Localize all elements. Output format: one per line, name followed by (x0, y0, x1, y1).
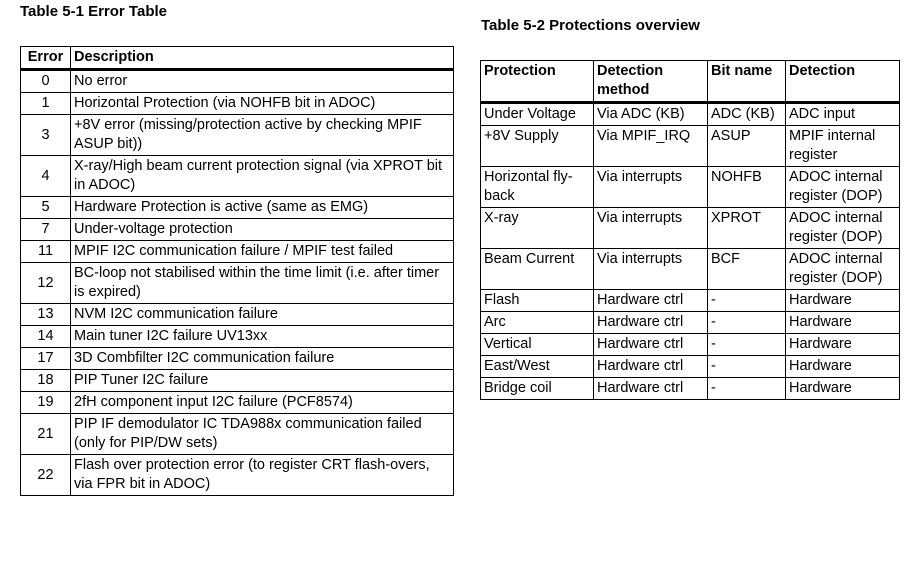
bit-name-cell: - (708, 290, 786, 312)
protections-table-row (481, 378, 900, 400)
protections-table-title: Table 5-2 Protections overview (481, 17, 700, 34)
error-table-row (21, 70, 454, 93)
detection-cell: ADOC internal register (DOP) (786, 208, 900, 249)
error-table (20, 46, 454, 496)
error-table-row (21, 115, 454, 156)
detection-cell: Hardware (786, 290, 900, 312)
protections-table-row (481, 208, 900, 249)
error-table-row (21, 414, 454, 455)
error-description-cell: +8V error (missing/protection active by checking MPIF ASUP bit)) (71, 115, 454, 156)
detection-method-cell: Via interrupts (594, 249, 708, 290)
error-description-cell: Under-voltage protection (71, 219, 454, 241)
detection-method-cell: Hardware ctrl (594, 334, 708, 356)
bit-name-cell: - (708, 312, 786, 334)
detection-cell: MPIF internal register (786, 126, 900, 167)
protection-cell: Beam Current (481, 249, 594, 290)
error-description-cell: Flash over protection error (to register CRT flash-overs, via FPR bit in ADOC) (71, 455, 454, 496)
error-table-row (21, 326, 454, 348)
error-description-cell: Hardware Protection is active (same as EMG) (71, 197, 454, 219)
bit-name-column-header: Bit name (708, 61, 786, 103)
protections-table (480, 60, 900, 400)
bit-name-cell: - (708, 356, 786, 378)
error-code-cell: 13 (21, 304, 71, 326)
error-code-cell: 11 (21, 241, 71, 263)
bit-name-cell: NOHFB (708, 167, 786, 208)
error-table-row (21, 93, 454, 115)
bit-name-cell: - (708, 334, 786, 356)
detection-method-cell: Via interrupts (594, 167, 708, 208)
error-code-cell: 3 (21, 115, 71, 156)
error-description-cell: BC-loop not stabilised within the time limit (i.e. after timer is expired) (71, 263, 454, 304)
protections-table-row (481, 167, 900, 208)
error-column-header: Error (21, 47, 71, 70)
protections-table-header-row (481, 61, 900, 103)
error-code-cell: 18 (21, 370, 71, 392)
error-table-header-row (21, 47, 454, 70)
protection-cell: Under Voltage (481, 103, 594, 126)
error-code-cell: 4 (21, 156, 71, 197)
error-table-row (21, 455, 454, 496)
protection-cell: Bridge coil (481, 378, 594, 400)
error-code-cell: 5 (21, 197, 71, 219)
description-column-header: Description (71, 47, 454, 70)
protections-table-row (481, 126, 900, 167)
error-code-cell: 22 (21, 455, 71, 496)
protection-cell: +8V Supply (481, 126, 594, 167)
detection-cell: Hardware (786, 312, 900, 334)
error-code-cell: 1 (21, 93, 71, 115)
detection-method-cell: Hardware ctrl (594, 290, 708, 312)
protection-column-header: Protection (481, 61, 594, 103)
error-code-cell: 21 (21, 414, 71, 455)
error-description-cell: MPIF I2C communication failure / MPIF test failed (71, 241, 454, 263)
protection-cell: Horizontal fly-back (481, 167, 594, 208)
detection-cell: Hardware (786, 334, 900, 356)
protections-table-row (481, 103, 900, 126)
error-code-cell: 7 (21, 219, 71, 241)
protection-cell: Flash (481, 290, 594, 312)
detection-cell: ADOC internal register (DOP) (786, 167, 900, 208)
error-description-cell: X-ray/High beam current protection signal (via XPROT bit in ADOC) (71, 156, 454, 197)
detection-method-cell: Via interrupts (594, 208, 708, 249)
error-table-title: Table 5-1 Error Table (20, 3, 167, 20)
detection-column-header: Detection (786, 61, 900, 103)
error-code-cell: 0 (21, 70, 71, 93)
detection-cell: Hardware (786, 378, 900, 400)
detection-method-cell: Hardware ctrl (594, 378, 708, 400)
detection-method-cell: Hardware ctrl (594, 312, 708, 334)
error-code-cell: 12 (21, 263, 71, 304)
detection-cell: ADOC internal register (DOP) (786, 249, 900, 290)
error-description-cell: Main tuner I2C failure UV13xx (71, 326, 454, 348)
error-table-row (21, 219, 454, 241)
error-table-row (21, 304, 454, 326)
error-description-cell: Horizontal Protection (via NOHFB bit in ADOC) (71, 93, 454, 115)
error-table-row (21, 197, 454, 219)
detection-method-cell: Hardware ctrl (594, 356, 708, 378)
bit-name-cell: BCF (708, 249, 786, 290)
error-code-cell: 19 (21, 392, 71, 414)
detection-method-column-header: Detection method (594, 61, 708, 103)
protections-table-row (481, 249, 900, 290)
error-description-cell: PIP Tuner I2C failure (71, 370, 454, 392)
error-table-row (21, 392, 454, 414)
error-table-row (21, 241, 454, 263)
error-description-cell: PIP IF demodulator IC TDA988x communication failed (only for PIP/DW sets) (71, 414, 454, 455)
protections-table-row (481, 334, 900, 356)
protection-cell: X-ray (481, 208, 594, 249)
error-table-row (21, 156, 454, 197)
error-table-row (21, 263, 454, 304)
bit-name-cell: XPROT (708, 208, 786, 249)
error-description-cell: 3D Combfilter I2C communication failure (71, 348, 454, 370)
detection-method-cell: Via ADC (KB) (594, 103, 708, 126)
error-table-row (21, 348, 454, 370)
detection-cell: ADC input (786, 103, 900, 126)
protection-cell: East/West (481, 356, 594, 378)
detection-cell: Hardware (786, 356, 900, 378)
bit-name-cell: ASUP (708, 126, 786, 167)
protections-table-row (481, 290, 900, 312)
protections-table-row (481, 312, 900, 334)
detection-method-cell: Via MPIF_IRQ (594, 126, 708, 167)
bit-name-cell: ADC (KB) (708, 103, 786, 126)
error-table-row (21, 370, 454, 392)
error-description-cell: 2fH component input I2C failure (PCF8574) (71, 392, 454, 414)
bit-name-cell: - (708, 378, 786, 400)
protection-cell: Vertical (481, 334, 594, 356)
error-description-cell: No error (71, 70, 454, 93)
error-description-cell: NVM I2C communication failure (71, 304, 454, 326)
error-code-cell: 17 (21, 348, 71, 370)
protection-cell: Arc (481, 312, 594, 334)
protections-table-row (481, 356, 900, 378)
error-code-cell: 14 (21, 326, 71, 348)
